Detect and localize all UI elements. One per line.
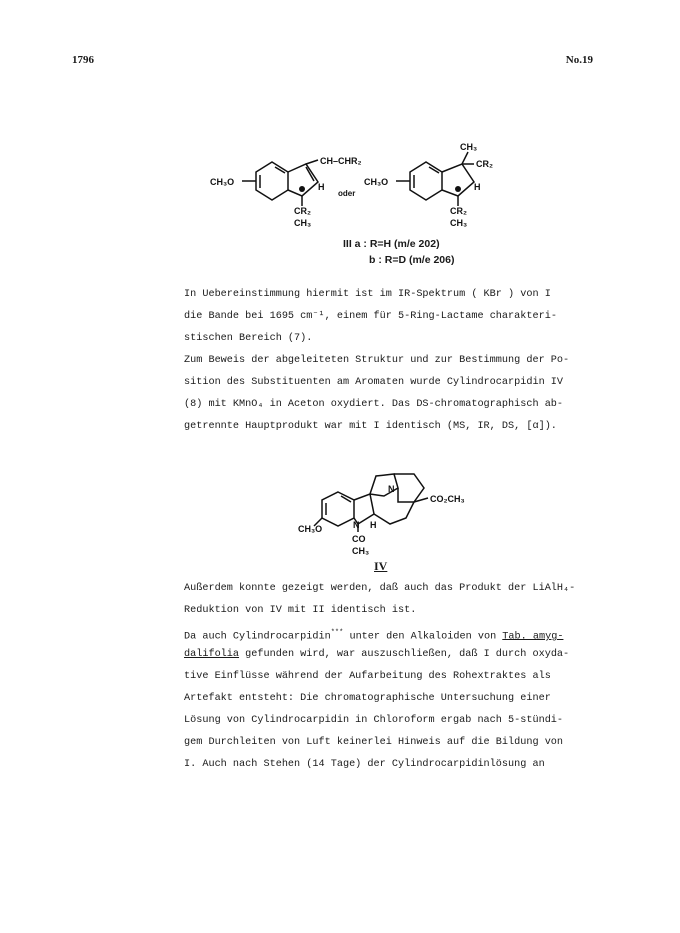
text-line: (8) mit KMnO₄ in Aceton oxydiert. Das DS-chromatographisch ab- [184, 399, 564, 410]
ester-label: CO₂CH₃ [430, 494, 465, 504]
species-name: dalifolia [184, 649, 240, 660]
h-label: H [318, 182, 325, 192]
figure-iii-structures [210, 140, 510, 230]
ch3-label: CH₃ [294, 218, 312, 228]
figure-caption-iii-a: III a : R=H (m/e 202) [343, 238, 440, 250]
ch3o-label: CH₃O [210, 177, 235, 187]
ch3-label: CH₃ [352, 546, 370, 556]
ch3-label: CH₃ [450, 218, 468, 228]
figure-caption-iii-b: b : R=D (m/e 206) [369, 254, 455, 266]
figure-caption-iv: IV [374, 559, 388, 573]
text-line: tive Einflüsse während der Aufarbeitung des Rohextraktes als [184, 671, 551, 682]
amine-n-label: N [388, 484, 395, 494]
species-name: Tab. amyg- [502, 631, 564, 643]
indoline-n-label: N [353, 520, 360, 530]
co-label: CO [352, 534, 366, 544]
text-line: Zum Beweis der abgeleiteten Struktur und zur Bestimmung der Po- [184, 355, 570, 366]
text-span: unter den Alkaloiden von [343, 631, 503, 643]
paragraph-artefact [184, 622, 604, 776]
ch3-label: CH₃ [460, 142, 478, 152]
text-line: die Bande bei 1695 cm⁻¹, einem für 5-Ring-Lactame charakteri- [184, 311, 557, 322]
figure-iv-structure [298, 468, 518, 568]
text-line: Reduktion von IV mit II identisch ist. [184, 605, 417, 616]
vinyl-substituent-label: CH–CHR₂ [320, 156, 362, 166]
text-line: getrennte Hauptprodukt war mit I identisch (MS, IR, DS, [α]). [184, 421, 557, 432]
text-line: Artefakt entsteht: Die chromatographische Untersuchung einer [184, 693, 551, 704]
h-label: H [370, 520, 377, 530]
cation-charge-mark [299, 186, 305, 192]
text-line [184, 622, 604, 644]
h-label: H [474, 182, 481, 192]
oder-label: oder [338, 189, 356, 198]
text-span: Da auch Cylindrocarpidin [184, 631, 331, 643]
journal-issue-number: No.19 [565, 54, 593, 66]
text-line: In Uebereinstimmung hiermit ist im IR-Spektrum ( KBr ) von I [184, 289, 551, 300]
text-line: sition des Substituenten am Aromaten wurde Cylindrocarpidin IV [184, 377, 564, 388]
text-line [184, 644, 604, 666]
paragraph-ir-spectrum [184, 284, 604, 350]
text-line: stischen Bereich (7). [184, 333, 313, 344]
text-line: I. Auch nach Stehen (14 Tage) der Cylindrocarpidinlösung an [184, 759, 545, 770]
text-line: Lösung von Cylindrocarpidin in Chloroform ergab nach 5-stündi- [184, 715, 564, 726]
paragraph-structure-proof [184, 350, 604, 438]
ch3o-label: CH₃O [364, 177, 389, 187]
footnote-mark: *** [330, 629, 344, 637]
cr2-label: CR₂ [476, 159, 493, 169]
cation-charge-mark [455, 186, 461, 192]
text-line: gem Durchleiten von Luft keinerlei Hinweis auf die Bildung von [184, 737, 564, 748]
text-span: gefunden wird, war auszuschließen, daß I durch oxyda- [239, 649, 570, 660]
page-number: 1796 [72, 54, 94, 66]
cr2-label: CR₂ [450, 206, 467, 216]
paragraph-reduction [184, 578, 604, 622]
cr2-label: CR₂ [294, 206, 311, 216]
ch3o-label: CH₃O [298, 524, 323, 534]
text-line: Außerdem konnte gezeigt werden, daß auch das Produkt der LiAlH₄- [184, 583, 576, 594]
